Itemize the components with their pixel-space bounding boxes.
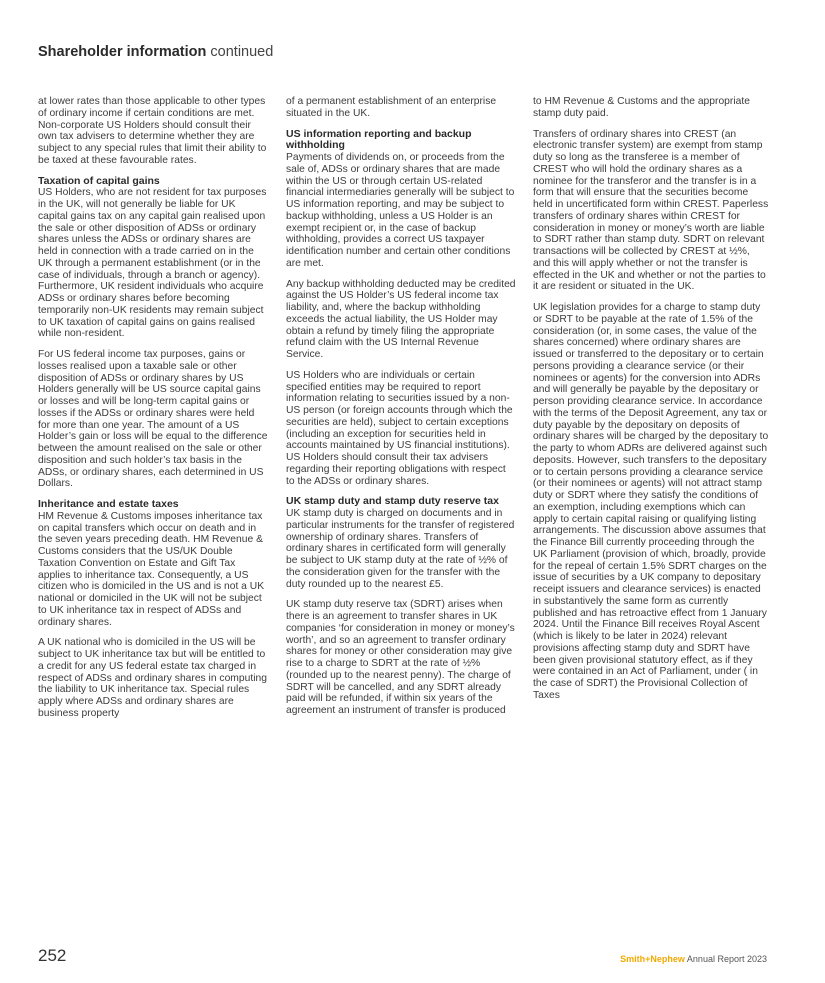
page-title: Shareholder information (38, 44, 207, 60)
text-column-2 (286, 96, 516, 726)
text-section (38, 176, 268, 491)
footer-brand (620, 954, 767, 964)
body-paragraph: to HM Revenue & Customs and the appropriate stamp duty paid. (533, 96, 750, 119)
text-section (38, 96, 268, 167)
body-paragraph: Payments of dividends on, or proceeds from the sale of, ADSs or ordinary shares that are made within the US or through certain US-related financial intermediaries generally will be subject to US information reporting, and may be subject to backup withholding, unless a US Holder is an exempt recipient or, in the case of backup withholding, provides a correct US taxpayer identification number and certain other conditions are met. (286, 152, 515, 269)
body-paragraph: Any backup withholding deducted may be credited against the US Holder’s US federal income tax liability, and, where the backup withholding exceeds the actual liability, the US Holder may obtain a refund by timely filing the appropriate refund claim with the US Internal Revenue Service. (286, 278, 516, 360)
body-paragraph: For US federal income tax purposes, gains or losses realised upon a taxable sale or other disposition of ADSs or ordinary shares by US Holders generally will be US source capital gains or losses and will be long-term capital gains or losses if the ADSs or ordinary shares were held for more than one year. The amount of a US Holder’s gain or loss will be equal to the difference between the amount realised on the sale or other disposition and such holder’s tax basis in the ADSs, or ordinary shares, each determined in US Dollars. (38, 349, 268, 490)
text-section (286, 129, 516, 488)
page-header (38, 44, 273, 60)
text-section (286, 96, 516, 120)
body-paragraph: at lower rates than those applicable to other types of ordinary income if certain conditions are met. Non-corporate US Holders should consult their own tax advisers to determine whether they are subject to any special rules that limit their ability to be taxed at these favourable rates. (38, 96, 267, 166)
body-paragraph: Transfers of ordinary shares into CREST (an electronic transfer system) are exempt from stamp duty so long as the transferee is a member of CREST who will hold the ordinary shares as a nominee for the transferor and the transfer is in a form that will ensure that the securities become held in uncertificated form within CREST. Paperless transfers of ordinary shares within CREST for consideration in money or money’s worth are liable to SDRT rather than stamp duty. SDRT on relevant transactions will be collected by CREST at ½%, and this will apply whether or not the transfer is effected in the UK and whether or not the parties to it are resident or situated in the UK. (533, 128, 769, 293)
text-column-3 (533, 96, 769, 711)
body-paragraph: A UK national who is domiciled in the US will be subject to UK inheritance tax but will be entitled to a credit for any US federal estate tax charged in respect of ADSs and ordinary shares in computing the liability to UK inheritance tax. Special rules apply where ADSs and ordinary shares are business property (38, 637, 267, 719)
text-column-1 (38, 96, 268, 729)
page-number: 252 (38, 946, 67, 965)
text-section (533, 96, 769, 702)
page-title-suffix: continued (206, 44, 274, 60)
section-heading: US information reporting and backup withholding (286, 127, 472, 152)
section-heading: Inheritance and estate taxes (38, 498, 179, 510)
text-section (38, 499, 268, 720)
text-section (286, 496, 516, 717)
body-paragraph: US Holders who are individuals or certain specified entities may be required to report information relating to securities issued by a non-US person (or foreign accounts through which the securities are held), subject to certain exceptions (including an exception for securities held in accounts maintained by US financial institutions). US Holders should consult their tax advisers regarding their reporting obligations with respect to the ADSs or ordinary shares. (286, 369, 513, 487)
body-paragraph: HM Revenue & Customs imposes inheritance tax on capital transfers which occur on death and in the seven years preceding death. HM Revenue & Customs considers that the US/UK Double Taxation Convention on Estate and Gift Tax applies to inheritance tax. Consequently, a US citizen who is domiciled in the US and is not a UK national or domiciled in the UK will not be subject to UK inheritance tax in respect of ADSs and ordinary shares. (38, 510, 265, 628)
body-paragraph: US Holders, who are not resident for tax purposes in the UK, will not generally be liable for UK capital gains tax on any capital gain realised upon the sale or other disposition of ADSs or ordinary shares unless the ADSs or ordinary shares are held in connection with a trade carried on in the UK through a permanent establishment (or in the case of individuals, through a branch or agency). Furthermore, UK resident individuals who acquire ADSs or ordinary shares before becoming temporarily non-UK residents may remain subject to UK taxation of capital gains on gains realised while non-resident. (38, 187, 267, 340)
brand-logo-text: Smith+Nephew (620, 954, 685, 964)
body-paragraph: UK legislation provides for a charge to stamp duty or SDRT to be payable at the rate of 1.5% of the consideration (or, in some cases, the value of the shares concerned) where ordinary shares are issued or transferred to the depositary or to certain persons providing a clearance service (or their nominees or agents) for the conversion into ADRs and will generally be payable by the depositary or person providing clearance service. In accordance with the terms of the Deposit Agreement, any tax or duty payable by the depositary on deposits of ordinary shares will be charged by the depositary to the party to whom ADRs are delivered against such deposits. However, such transfers to the depositary or to certain persons providing a clearance service (or their nominees or agents) will not attract stamp duty or SDRT where they satisfy the conditions of an exemption, including exemptions which can apply to certain capital raising or qualifying listing arrangements. The discussion above assumes that the Finance Bill currently proceeding through the UK Parliament (provision of which, broadly, provide for the repeal of certain 1.5% SDRT charges on the issue of securities by a UK company to depositary receipt issuers and clearance services) is enacted in substantively the same form as currently published and has retroactive effect from 1 January 2024. Until the Finance Bill receives Royal Ascent (which is likely to be later in 2024) relevant provisions affecting stamp duty and SDRT have been given provisional statutory effect, as if they were contained in an Act of Parliament, under ( in the case of SDRT) the Provisional Collection of Taxes (533, 302, 769, 701)
body-paragraph: UK stamp duty reserve tax (SDRT) arises when there is an agreement to transfer shares in UK companies ‘for consideration in money or money’s worth’, and so an agreement to transfer ordinary shares for money or other consideration may give rise to a charge to SDRT at the rate of ½% (rounded up to the nearest penny). The charge of SDRT will be cancelled, and any SDRT already paid will be refunded, if within six years of the agreement an instrument of transfer is produced (286, 599, 515, 716)
body-paragraph: of a permanent establishment of an enterprise situated in the UK. (286, 96, 497, 119)
body-paragraph: UK stamp duty is charged on documents and in particular instruments for the transfer of registered ownership of ordinary shares. Transfers of ordinary shares in certificated form will generally be subject to UK stamp duty at the rate of ½% of the consideration given for the transfer with the duty rounded up to the nearest £5. (286, 508, 515, 590)
section-heading: Taxation of capital gains (38, 174, 160, 187)
section-heading: UK stamp duty and stamp duty reserve tax (286, 495, 499, 508)
report-name: Annual Report 2023 (684, 954, 767, 964)
